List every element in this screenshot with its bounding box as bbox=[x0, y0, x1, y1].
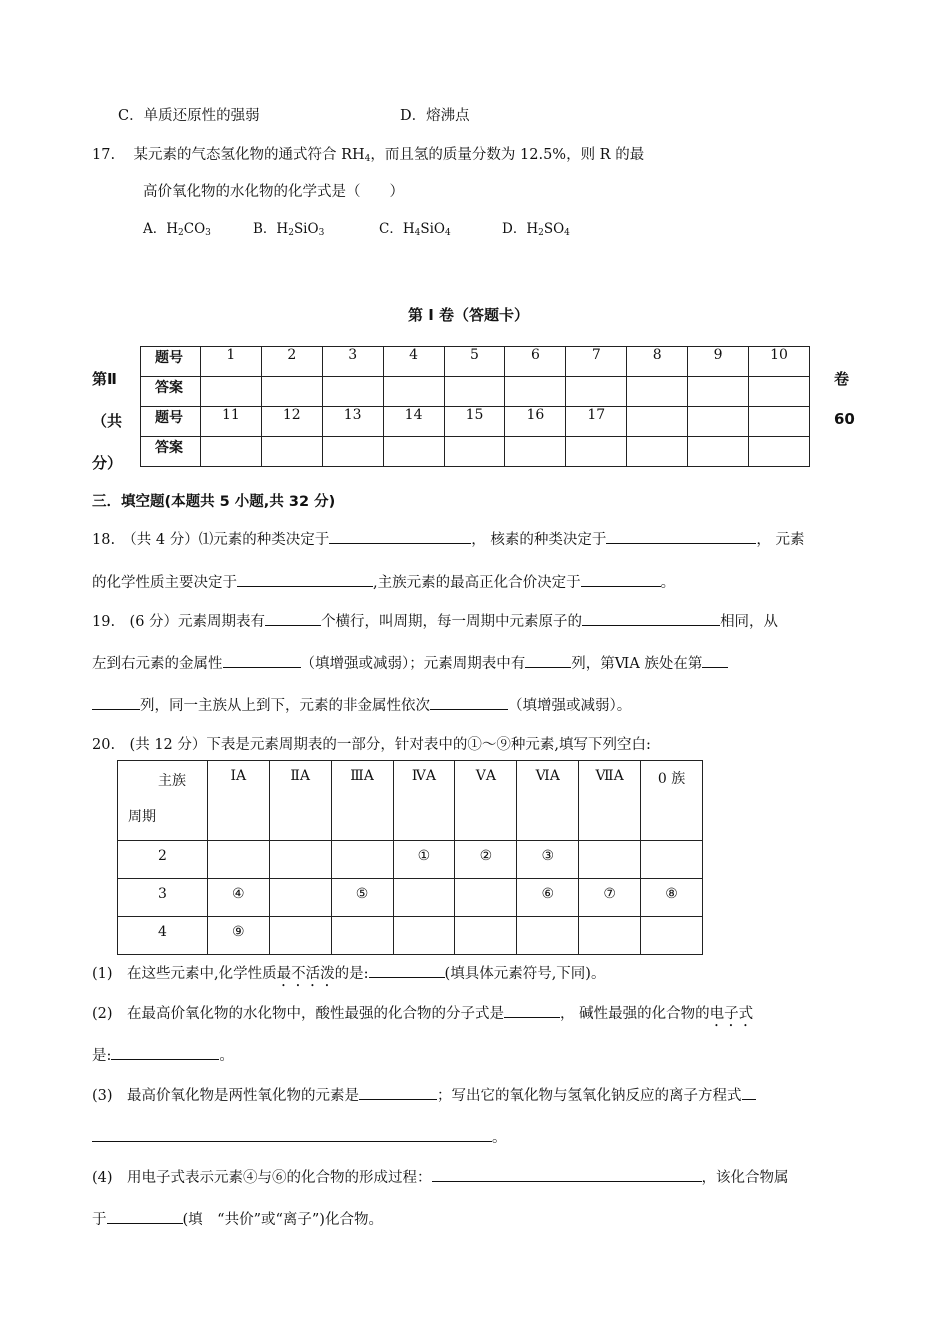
q20-sub2: (2) 在最高价氧化物的水化物中，酸性最强的化合物的分子式是 ， 碱性最强的化合物的电子式 bbox=[92, 1002, 753, 1030]
answer-card-answer-row-1 bbox=[141, 377, 810, 407]
table-header-row bbox=[118, 761, 703, 841]
question-number: 17 bbox=[566, 407, 627, 437]
answer-cell[interactable] bbox=[749, 377, 810, 407]
q19-line2: 左到右元素的金属性 （填增强或减弱）；元素周期表中有 列，第ⅥA 族处在第 bbox=[92, 652, 728, 673]
question-number bbox=[688, 407, 749, 437]
answer-cell[interactable] bbox=[688, 377, 749, 407]
corner-top-label: 主族 bbox=[158, 773, 186, 789]
q19-blank-5[interactable] bbox=[702, 653, 728, 669]
q20-blank-1[interactable] bbox=[369, 963, 445, 979]
element-cell bbox=[331, 841, 393, 879]
question-number: 4 bbox=[383, 347, 444, 377]
group-header: 0 族 bbox=[641, 761, 703, 841]
q19-line3: 列，同一主族从上到下，元素的非金属性依次 （填增强或减弱）。 bbox=[92, 694, 631, 715]
question-number: 13 bbox=[322, 407, 383, 437]
question-number: 9 bbox=[688, 347, 749, 377]
answer-cell[interactable] bbox=[566, 437, 627, 467]
row-label-number: 题号 bbox=[141, 407, 201, 437]
q17-option-b: B．$H_2SiO_3$ bbox=[253, 221, 325, 238]
answer-cell[interactable] bbox=[322, 437, 383, 467]
row-label-answer: 答案 bbox=[141, 377, 201, 407]
element-cell bbox=[455, 879, 517, 917]
group-header: ⅦA bbox=[579, 761, 641, 841]
q17-line2: 高价氧化物的水化物的化学式是（ ） bbox=[143, 184, 404, 200]
question-number: 12 bbox=[261, 407, 322, 437]
q19-line1: 19. (6 分）元素周期表有 个横行，叫周期，每一周期中元素原子的 相同，从 bbox=[92, 610, 778, 631]
question-number: 5 bbox=[444, 347, 505, 377]
side-label-left-2: （共 bbox=[92, 412, 123, 430]
answer-cell[interactable] bbox=[383, 377, 444, 407]
answer-cell[interactable] bbox=[200, 437, 261, 467]
side-label-right-2: 60 bbox=[834, 410, 855, 428]
question-number: 1 bbox=[200, 347, 261, 377]
element-cell: ⑨ bbox=[207, 917, 269, 955]
answer-cell[interactable] bbox=[444, 377, 505, 407]
period-label: 4 bbox=[118, 917, 208, 955]
group-header: ⅡA bbox=[269, 761, 331, 841]
section3-title: 三．填空题(本题共 5 小题,共 32 分) bbox=[92, 494, 336, 510]
group-header: ⅣA bbox=[393, 761, 455, 841]
q18-blank-1[interactable] bbox=[329, 529, 471, 545]
q18-line2: 的化学性质主要决定于 ,主族元素的最高正化合价决定于 。 bbox=[92, 571, 675, 592]
answer-cell[interactable] bbox=[383, 437, 444, 467]
corner-bottom-label: 周期 bbox=[128, 809, 156, 825]
question-number: 8 bbox=[627, 347, 688, 377]
answer-cell[interactable] bbox=[627, 377, 688, 407]
question-number bbox=[627, 407, 688, 437]
q18-blank-4[interactable] bbox=[581, 572, 661, 588]
q19-blank-4[interactable] bbox=[525, 653, 571, 669]
q20-blank-3[interactable] bbox=[111, 1045, 219, 1061]
element-cell: ② bbox=[455, 841, 517, 879]
q20-blank-2[interactable] bbox=[504, 1003, 560, 1019]
element-cell bbox=[269, 841, 331, 879]
q17-option-d: D．$H_2SO_4$ bbox=[502, 221, 570, 238]
element-cell bbox=[641, 917, 703, 955]
question-number: 3 bbox=[322, 347, 383, 377]
answer-cell[interactable] bbox=[261, 437, 322, 467]
question-number: 16 bbox=[505, 407, 566, 437]
element-cell: ① bbox=[393, 841, 455, 879]
answer-card-number-row-2 bbox=[141, 407, 810, 437]
element-cell bbox=[393, 917, 455, 955]
row-label-number: 题号 bbox=[141, 347, 201, 377]
q19-blank-6[interactable] bbox=[430, 695, 508, 711]
group-header: ⅤA bbox=[455, 761, 517, 841]
q20-intro: 20. (共 12 分）下表是元素周期表的一部分，针对表中的①～⑨种元素,填写下列空白: bbox=[92, 737, 651, 753]
side-label-left-3: 分） bbox=[92, 454, 123, 472]
table-row-period-2 bbox=[118, 841, 703, 879]
question-number: 6 bbox=[505, 347, 566, 377]
question-number: 7 bbox=[566, 347, 627, 377]
side-label-right-1: 卷 bbox=[834, 370, 850, 388]
q20-sub4: (4) 用电子式表示元素④与⑥的化合物的形成过程： ，该化合物属 bbox=[92, 1166, 789, 1187]
question-number: 14 bbox=[383, 407, 444, 437]
element-cell: ⑤ bbox=[331, 879, 393, 917]
q17-line1: 17. 某元素的气态氢化物的通式符合 $RH_4$，而且氢的质量分数为 12.5%，则 R 的最 bbox=[92, 147, 645, 164]
element-cell bbox=[641, 841, 703, 879]
table-row-period-4 bbox=[118, 917, 703, 955]
question-number: 2 bbox=[261, 347, 322, 377]
element-cell bbox=[331, 917, 393, 955]
answer-cell[interactable] bbox=[261, 377, 322, 407]
table-row-period-3 bbox=[118, 879, 703, 917]
element-cell bbox=[579, 841, 641, 879]
element-cell: ⑥ bbox=[517, 879, 579, 917]
q20-blank-5[interactable] bbox=[742, 1085, 756, 1101]
period-label: 3 bbox=[118, 879, 208, 917]
emphasis-text: 最不活泼 bbox=[276, 966, 335, 982]
element-cell bbox=[269, 917, 331, 955]
q17-number: 17. bbox=[92, 147, 116, 163]
table-corner-cell bbox=[118, 761, 208, 841]
q18-blank-2[interactable] bbox=[606, 529, 756, 545]
q16-option-d: D．熔沸点 bbox=[400, 108, 470, 124]
q19-blank-3[interactable] bbox=[223, 653, 301, 669]
q20-blank-4[interactable] bbox=[359, 1085, 437, 1101]
period-label: 2 bbox=[118, 841, 208, 879]
q20-sub3: (3) 最高价氧化物是两性氧化物的元素是 ；写出它的氧化物与氢氧化钠反应的离子方程式 bbox=[92, 1084, 756, 1105]
answer-cell[interactable] bbox=[505, 437, 566, 467]
group-header: ⅥA bbox=[517, 761, 579, 841]
group-header: ⅠA bbox=[207, 761, 269, 841]
question-number: 10 bbox=[749, 347, 810, 377]
q19-blank-2[interactable] bbox=[582, 611, 720, 627]
question-number: 15 bbox=[444, 407, 505, 437]
q19-blank-1[interactable] bbox=[265, 611, 321, 627]
answer-cell[interactable] bbox=[200, 377, 261, 407]
q20-blank-7[interactable] bbox=[107, 1209, 183, 1225]
q16-option-c: C．单质还原性的强弱 bbox=[118, 108, 260, 124]
answer-cell[interactable] bbox=[505, 377, 566, 407]
element-cell: ③ bbox=[517, 841, 579, 879]
answer-card-answer-row-2 bbox=[141, 437, 810, 467]
q20-sub2-cont: 是: 。 bbox=[92, 1044, 234, 1065]
periodic-table-excerpt bbox=[117, 760, 703, 955]
q20-sub4-cont: 于 (填 “共价”或“离子”)化合物。 bbox=[92, 1208, 383, 1229]
answer-card-number-row-1 bbox=[141, 347, 810, 377]
element-cell: ⑧ bbox=[641, 879, 703, 917]
q20-blank-5-cont[interactable] bbox=[92, 1127, 492, 1143]
row-label-answer: 答案 bbox=[141, 437, 201, 467]
element-cell bbox=[579, 917, 641, 955]
q19-blank-5-cont[interactable] bbox=[92, 695, 140, 711]
element-cell bbox=[207, 841, 269, 879]
q18-blank-3[interactable] bbox=[237, 572, 373, 588]
element-cell: ⑦ bbox=[579, 879, 641, 917]
emphasis-text: 电子式 bbox=[709, 1006, 754, 1022]
question-number: 11 bbox=[200, 407, 261, 437]
q20-blank-6[interactable] bbox=[432, 1167, 702, 1183]
answer-cell[interactable] bbox=[444, 437, 505, 467]
element-cell bbox=[455, 917, 517, 955]
q17-option-a: A．$H_2CO_3$ bbox=[143, 221, 211, 238]
element-cell bbox=[393, 879, 455, 917]
q20-sub1: (1) 在这些元素中,化学性质最不活泼的是: (填具体元素符号,下同)。 bbox=[92, 962, 605, 990]
element-cell: ④ bbox=[207, 879, 269, 917]
answer-card-title: 第 I 卷（答题卡） bbox=[408, 306, 530, 324]
side-label-left-1: 第Ⅱ bbox=[92, 370, 117, 388]
group-header: ⅢA bbox=[331, 761, 393, 841]
q17-option-c: C．$H_4SiO_4$ bbox=[379, 221, 451, 238]
question-number bbox=[749, 407, 810, 437]
answer-cell[interactable] bbox=[749, 437, 810, 467]
element-cell bbox=[517, 917, 579, 955]
answer-cell[interactable] bbox=[566, 377, 627, 407]
q18-line1: 18. （共 4 分）⑴元素的种类决定于 ， 核素的种类决定于 ， 元素 bbox=[92, 528, 804, 549]
answer-cell[interactable] bbox=[627, 437, 688, 467]
answer-cell[interactable] bbox=[322, 377, 383, 407]
element-cell bbox=[269, 879, 331, 917]
answer-cell[interactable] bbox=[688, 437, 749, 467]
q20-sub3-cont: 。 bbox=[92, 1126, 507, 1147]
answer-card-table bbox=[140, 346, 810, 467]
